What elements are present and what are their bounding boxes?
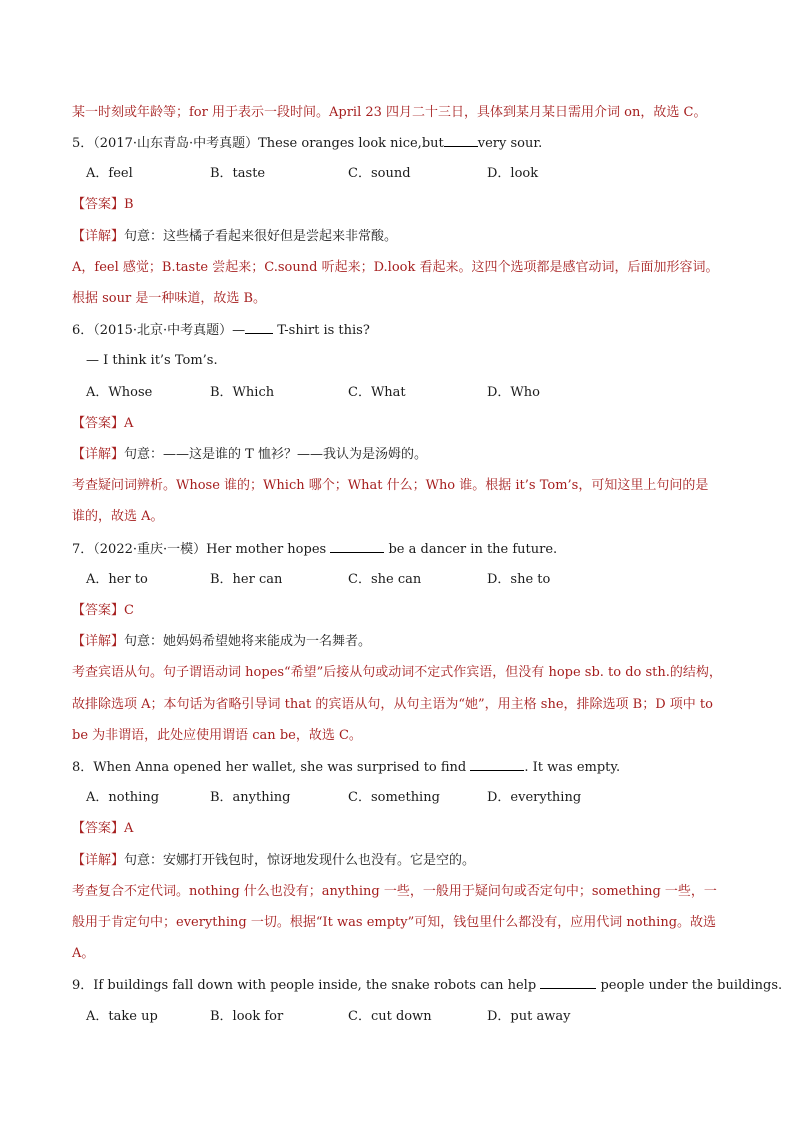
- question-number: 6．: [72, 323, 94, 338]
- question-source: （2017·山东青岛·中考真题）: [93, 136, 259, 151]
- detail-meaning: 句意：她妈妈希望她将来能成为一名舞者。: [124, 634, 372, 649]
- detail-label: 【详解】: [72, 229, 125, 244]
- question-5-options: [0, 165, 700, 183]
- answer-label: 【答案】: [72, 197, 125, 212]
- answer-blank: [540, 976, 596, 989]
- option-b: B．Which: [210, 385, 275, 400]
- answer-value: A: [124, 821, 134, 836]
- question-9-stem: [72, 976, 782, 995]
- question-7-stem: [72, 540, 557, 559]
- answer-label: 【答案】: [72, 416, 125, 431]
- question-9-options: [0, 1008, 700, 1026]
- detail-meaning: 句意：这些橘子看起来很好但是尝起来非常酸。: [124, 229, 398, 244]
- option-c: C．something: [348, 790, 440, 805]
- question-7-explain-3: be 为非谓语，此处应使用谓语 can be，故选 C。: [72, 728, 362, 743]
- option-c: C．she can: [348, 572, 422, 587]
- option-a: A．nothing: [86, 790, 160, 805]
- question-6-explain-1: 考查疑问词辨析。Whose 谁的；Which 哪个；What 什么；Who 谁。根据 it’s Tom’s，可知这里上句问的是: [72, 478, 709, 493]
- stem-text: Her mother hopes: [206, 542, 327, 557]
- question-number: 7．: [72, 542, 94, 557]
- detail-label: 【详解】: [72, 853, 125, 868]
- option-c: C．cut down: [348, 1009, 432, 1024]
- detail-label: 【详解】: [72, 634, 125, 649]
- answer-blank: [444, 134, 478, 147]
- stem-text-end: T-shirt is this?: [277, 323, 370, 338]
- question-6-answer: [72, 415, 133, 433]
- question-7-detail: [72, 633, 371, 651]
- question-6-detail: [72, 446, 427, 464]
- option-d: D．she to: [487, 572, 551, 587]
- option-d: D．look: [487, 166, 539, 181]
- option-a: A．feel: [86, 166, 133, 181]
- answer-blank: [330, 540, 384, 553]
- option-b: B．anything: [210, 790, 291, 805]
- stem-text-end: very sour.: [477, 136, 543, 151]
- option-d: D．Who: [487, 385, 540, 400]
- detail-label: 【详解】: [72, 447, 125, 462]
- question-8-answer: [72, 820, 133, 838]
- detail-meaning: 句意：安娜打开钱包时，惊讶地发现什么也没有。它是空的。: [124, 853, 476, 868]
- question-number: 9．: [72, 978, 94, 993]
- option-d: D．everything: [487, 790, 582, 805]
- question-8-explain-2: 般用于肯定句中；everything 一切。根据“It was empty”可知，钱包里什么都没有，应用代词 nothing。故选: [72, 915, 717, 930]
- question-8-explain-1: 考查复合不定代词。nothing 什么也没有；anything 一些，一般用于疑问句或否定句中；something 一些，一: [72, 884, 717, 899]
- question-6-stem-line2: — I think it’s Tom’s.: [86, 353, 218, 368]
- question-7-options: [0, 571, 700, 589]
- answer-value: A: [124, 416, 134, 431]
- option-a: A．her to: [86, 572, 148, 587]
- question-5-explain-1: A，feel 感觉；B.taste 尝起来；C.sound 听起来；D.look 看起来。这四个选项都是感官动词，后面加形容词。: [72, 260, 719, 275]
- question-5-stem: [72, 134, 542, 153]
- question-6-options: [0, 384, 700, 402]
- answer-label: 【答案】: [72, 821, 125, 836]
- question-number: 8．: [72, 760, 94, 775]
- question-6-explain-2: 谁的，故选 A。: [72, 509, 164, 524]
- option-d: D．put away: [487, 1009, 571, 1024]
- stem-text: If buildings fall down with people inside, the snake robots can help: [93, 978, 537, 993]
- stem-text-end: be a dancer in the future.: [388, 542, 558, 557]
- answer-value: B: [124, 197, 134, 212]
- question-8-stem: [72, 758, 620, 777]
- option-c: C．sound: [348, 166, 411, 181]
- question-8-explain-3: A。: [72, 946, 95, 961]
- answer-blank: [245, 321, 273, 334]
- stem-text-end: . It was empty.: [524, 760, 621, 775]
- answer-value: C: [124, 603, 134, 618]
- answer-blank: [470, 758, 524, 771]
- question-7-explain-2: 故排除选项 A；本句话为省略引导词 that 的宾语从句，从句主语为“她”，用主格 she，排除选项 B；D 项中 to: [72, 697, 713, 712]
- option-c: C．What: [348, 385, 406, 400]
- question-5-detail: [72, 228, 397, 246]
- question-number: 5．: [72, 136, 94, 151]
- continuation-line: 某一时刻或年龄等；for 用于表示一段时间。April 23 四月二十三日，具体到某月某日需用介词 on，故选 C。: [72, 105, 707, 120]
- question-5-explain-2: 根据 sour 是一种味道，故选 B。: [72, 291, 267, 306]
- option-a: A．take up: [86, 1009, 158, 1024]
- answer-label: 【答案】: [72, 603, 125, 618]
- stem-text: —: [232, 323, 246, 338]
- option-b: B．taste: [210, 166, 266, 181]
- question-source: （2022·重庆·一模）: [93, 542, 207, 557]
- question-source: （2015·北京·中考真题）: [93, 323, 233, 338]
- question-7-explain-1: 考查宾语从句。句子谓语动词 hopes“希望”后接从句或动词不定式作宾语，但没有 hope sb. to do sth.的结构，: [72, 665, 722, 680]
- option-b: B．look for: [210, 1009, 284, 1024]
- stem-text: These oranges look nice,but: [258, 136, 444, 151]
- option-b: B．her can: [210, 572, 283, 587]
- stem-text: When Anna opened her wallet, she was surprised to find: [93, 760, 467, 775]
- question-5-answer: [72, 196, 134, 214]
- question-8-options: [0, 789, 700, 807]
- question-8-detail: [72, 852, 475, 870]
- question-6-stem: [72, 321, 370, 340]
- detail-meaning: 句意：——这是谁的 T 恤衫？——我认为是汤姆的。: [124, 447, 427, 462]
- option-a: A．Whose: [86, 385, 153, 400]
- stem-text-end: people under the buildings.: [600, 978, 783, 993]
- question-7-answer: [72, 602, 134, 620]
